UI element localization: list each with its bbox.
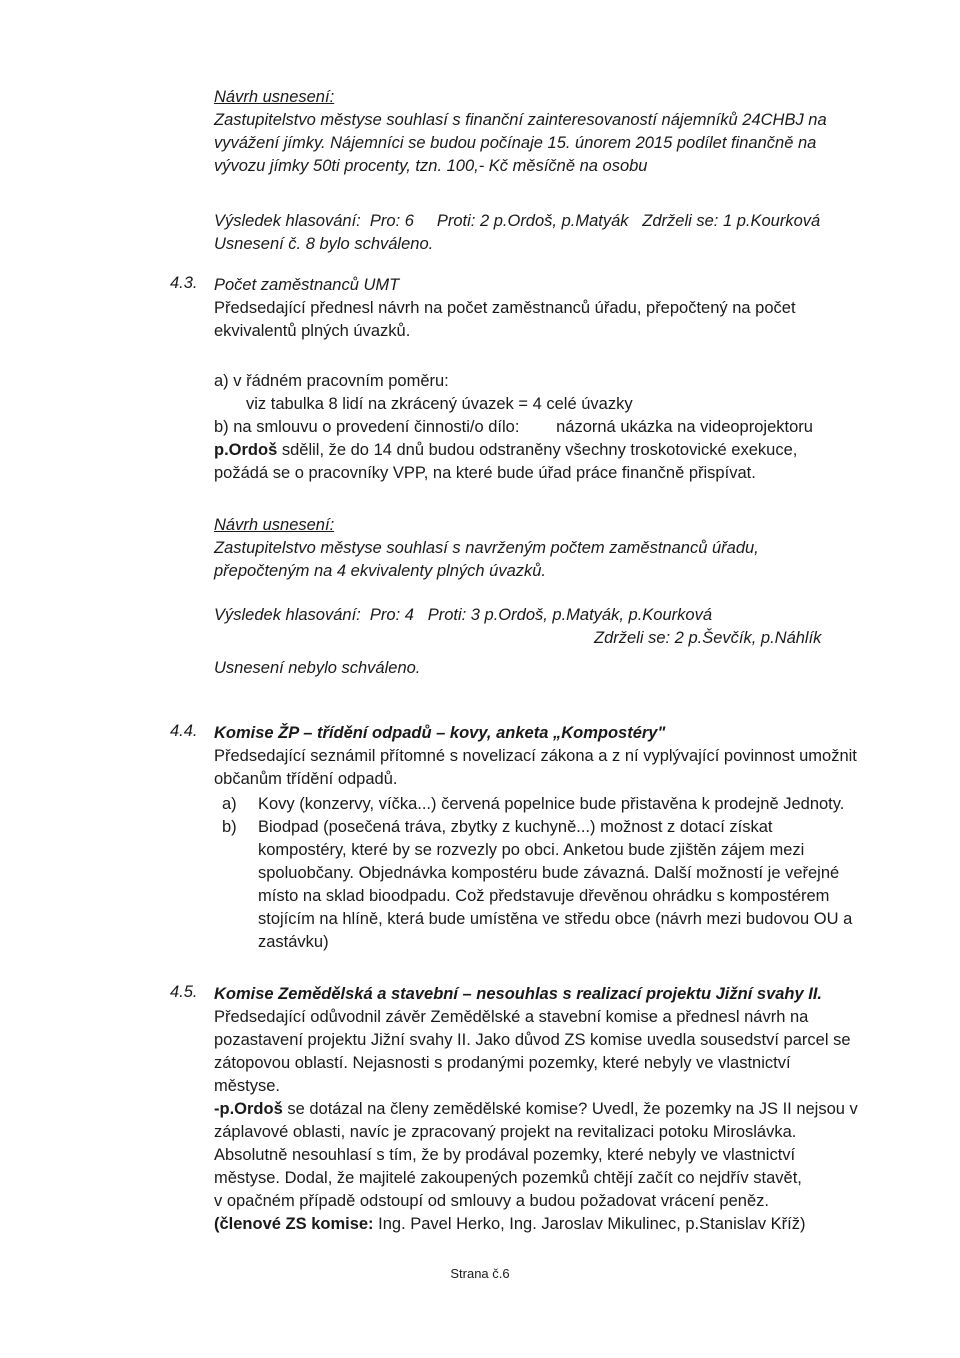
speaker-name: -p.Ordoš [214, 1100, 283, 1118]
section-title: Počet zaměstnanců UMT [214, 276, 400, 294]
speaker-name: p.Ordoš [214, 441, 278, 459]
list-line: stojícím na hlíně, která bude umístěna ve středu obce (návrh mezi budovou OU a [258, 910, 853, 928]
resolution-4-3 [214, 514, 759, 583]
list-item [222, 816, 852, 954]
section-number: 4.3. [170, 274, 198, 292]
paragraph-line: zátopovou oblastí. Nejasnosti s prodanými pozemky, které nebyly ve vlastnictví [214, 1054, 791, 1072]
paragraph-line: Předsedající odůvodnil závěr Zemědělské a stavební komise a přednesl návrh na [214, 1008, 809, 1026]
list-line: Kovy (konzervy, víčka...) červená popelnice bude přistavěna k prodejně Jednoty. [258, 795, 845, 813]
paragraph-line: městyse. [214, 1077, 281, 1095]
list-marker: a) [222, 795, 237, 813]
statement-text: sdělil, že do 14 dnů budou odstraněny všechny troskotovické exekuce, [277, 441, 798, 459]
section-title: Komise ŽP – třídění odpadů – kovy, anketa „Kompostéry" [214, 724, 666, 742]
statement-text: se dotázal na členy zemědělské komise? Uvedl, že pozemky na JS II nejsou v [282, 1100, 858, 1118]
abstain-line: Zdrželi se: 2 p.Ševčík, p.Náhlík [594, 629, 822, 647]
prev-vote [214, 210, 820, 256]
paragraph-line: městyse. Dodal, že majitelé zakoupených pozemků chtějí začít co nejdřív stavět, [214, 1169, 802, 1187]
resolution-line: vyvážení jímky. Nájemníci se budou počínaje 15. únorem 2015 podílet finančně na [214, 134, 817, 152]
vote-outcome: Usnesení č. 8 bylo schváleno. [214, 235, 434, 253]
section-number: 4.4. [170, 722, 198, 740]
section-number: 4.5. [170, 983, 198, 1001]
resolution-heading: Návrh usnesení: [214, 516, 335, 534]
paragraph-line: v opačném případě odstoupí od smlouvy a budou požadovat vrácení peněz. [214, 1192, 769, 1210]
resolution-line: vývozu jímky 50ti procenty, tzn. 100,- Kč měsíčně na osobu [214, 157, 648, 175]
paragraph-line: Předsedající seznámil přítomné s novelizací zákona a z ní vyplývající povinnost umožnit [214, 747, 857, 765]
paragraph-line: občanům třídění odpadů. [214, 770, 398, 788]
prev-resolution [214, 86, 827, 178]
paragraph-line: ekvivalentů plných úvazků. [214, 322, 411, 340]
vote-4-3 [214, 604, 821, 680]
members-list: Ing. Pavel Herko, Ing. Jaroslav Mikulinec, p.Stanislav Kříž) [373, 1215, 806, 1233]
vote-result-line: Výsledek hlasování: Pro: 6 Proti: 2 p.Ordoš, p.Matyák Zdrželi se: 1 p.Kourková [214, 212, 821, 230]
paragraph-line: záplavové oblasti, navíc je zpracovaný projekt na revitalizaci potoku Miroslávka. [214, 1123, 797, 1141]
section-4-3 [214, 274, 796, 343]
ordos-statement [214, 1098, 858, 1121]
list-line: b) na smlouvu o provedení činnosti/o dílo: názorná ukázka na videoprojektoru [214, 418, 813, 436]
members-label: (členové ZS komise: [214, 1215, 374, 1233]
section-4-4 [214, 722, 857, 791]
vote-result-line: Výsledek hlasování: Pro: 4 Proti: 3 p.Ordoš, p.Matyák, p.Kourková [214, 606, 712, 624]
employment-list [214, 370, 813, 485]
paragraph-line: Absolutně nesouhlasí s tím, že by prodával pozemky, které nebyly ve vlastnictví [214, 1146, 796, 1164]
list-line: spoluobčany. Objednávka kompostéru bude závazná. Další možností je veřejné [258, 864, 840, 882]
section-title: Komise Zemědělská a stavební – nesouhlas s realizací projektu Jižní svahy II. [214, 985, 823, 1003]
members-line [214, 1213, 858, 1236]
page-number: Strana č.6 [450, 1266, 510, 1281]
resolution-line: Zastupitelstvo městyse souhlasí s finanční zainteresovaností nájemníků 24CHBJ na [214, 111, 827, 129]
list-line: zastávku) [258, 933, 329, 951]
paragraph-line: Předsedající přednesl návrh na počet zaměstnanců úřadu, přepočtený na počet [214, 299, 796, 317]
resolution-line: přepočteným na 4 ekvivalenty plných úvazků. [214, 562, 547, 580]
ordos-statement [214, 439, 813, 462]
list-line: kompostéry, které by se rozvezly po obci. Anketou bude zjištěn zájem mezi [258, 841, 805, 859]
list-line: místo na sklad bioodpadu. Což představuje dřevěnou ohrádku s kompostérem [258, 887, 830, 905]
paragraph-line: pozastavení projektu Jižní svahy II. Jako důvod ZS komise uvedla sousedství parcel se [214, 1031, 851, 1049]
list-line: Biodpad (posečená tráva, zbytky z kuchyně...) možnost z dotací získat [258, 818, 773, 836]
resolution-heading: Návrh usnesení: [214, 88, 335, 106]
resolution-line: Zastupitelstvo městyse souhlasí s navrženým počtem zaměstnanců úřadu, [214, 539, 759, 557]
vote-outcome: Usnesení nebylo schváleno. [214, 659, 421, 677]
list-line: a) v řádném pracovním poměru: [214, 372, 449, 390]
section-4-5 [214, 983, 858, 1236]
list-item [222, 793, 844, 816]
paragraph-line: požádá se o pracovníky VPP, na které bude úřad práce finančně přispívat. [214, 464, 756, 482]
list-marker: b) [222, 818, 237, 836]
list-line: viz tabulka 8 lidí na zkrácený úvazek = 4 celé úvazky [246, 395, 633, 413]
